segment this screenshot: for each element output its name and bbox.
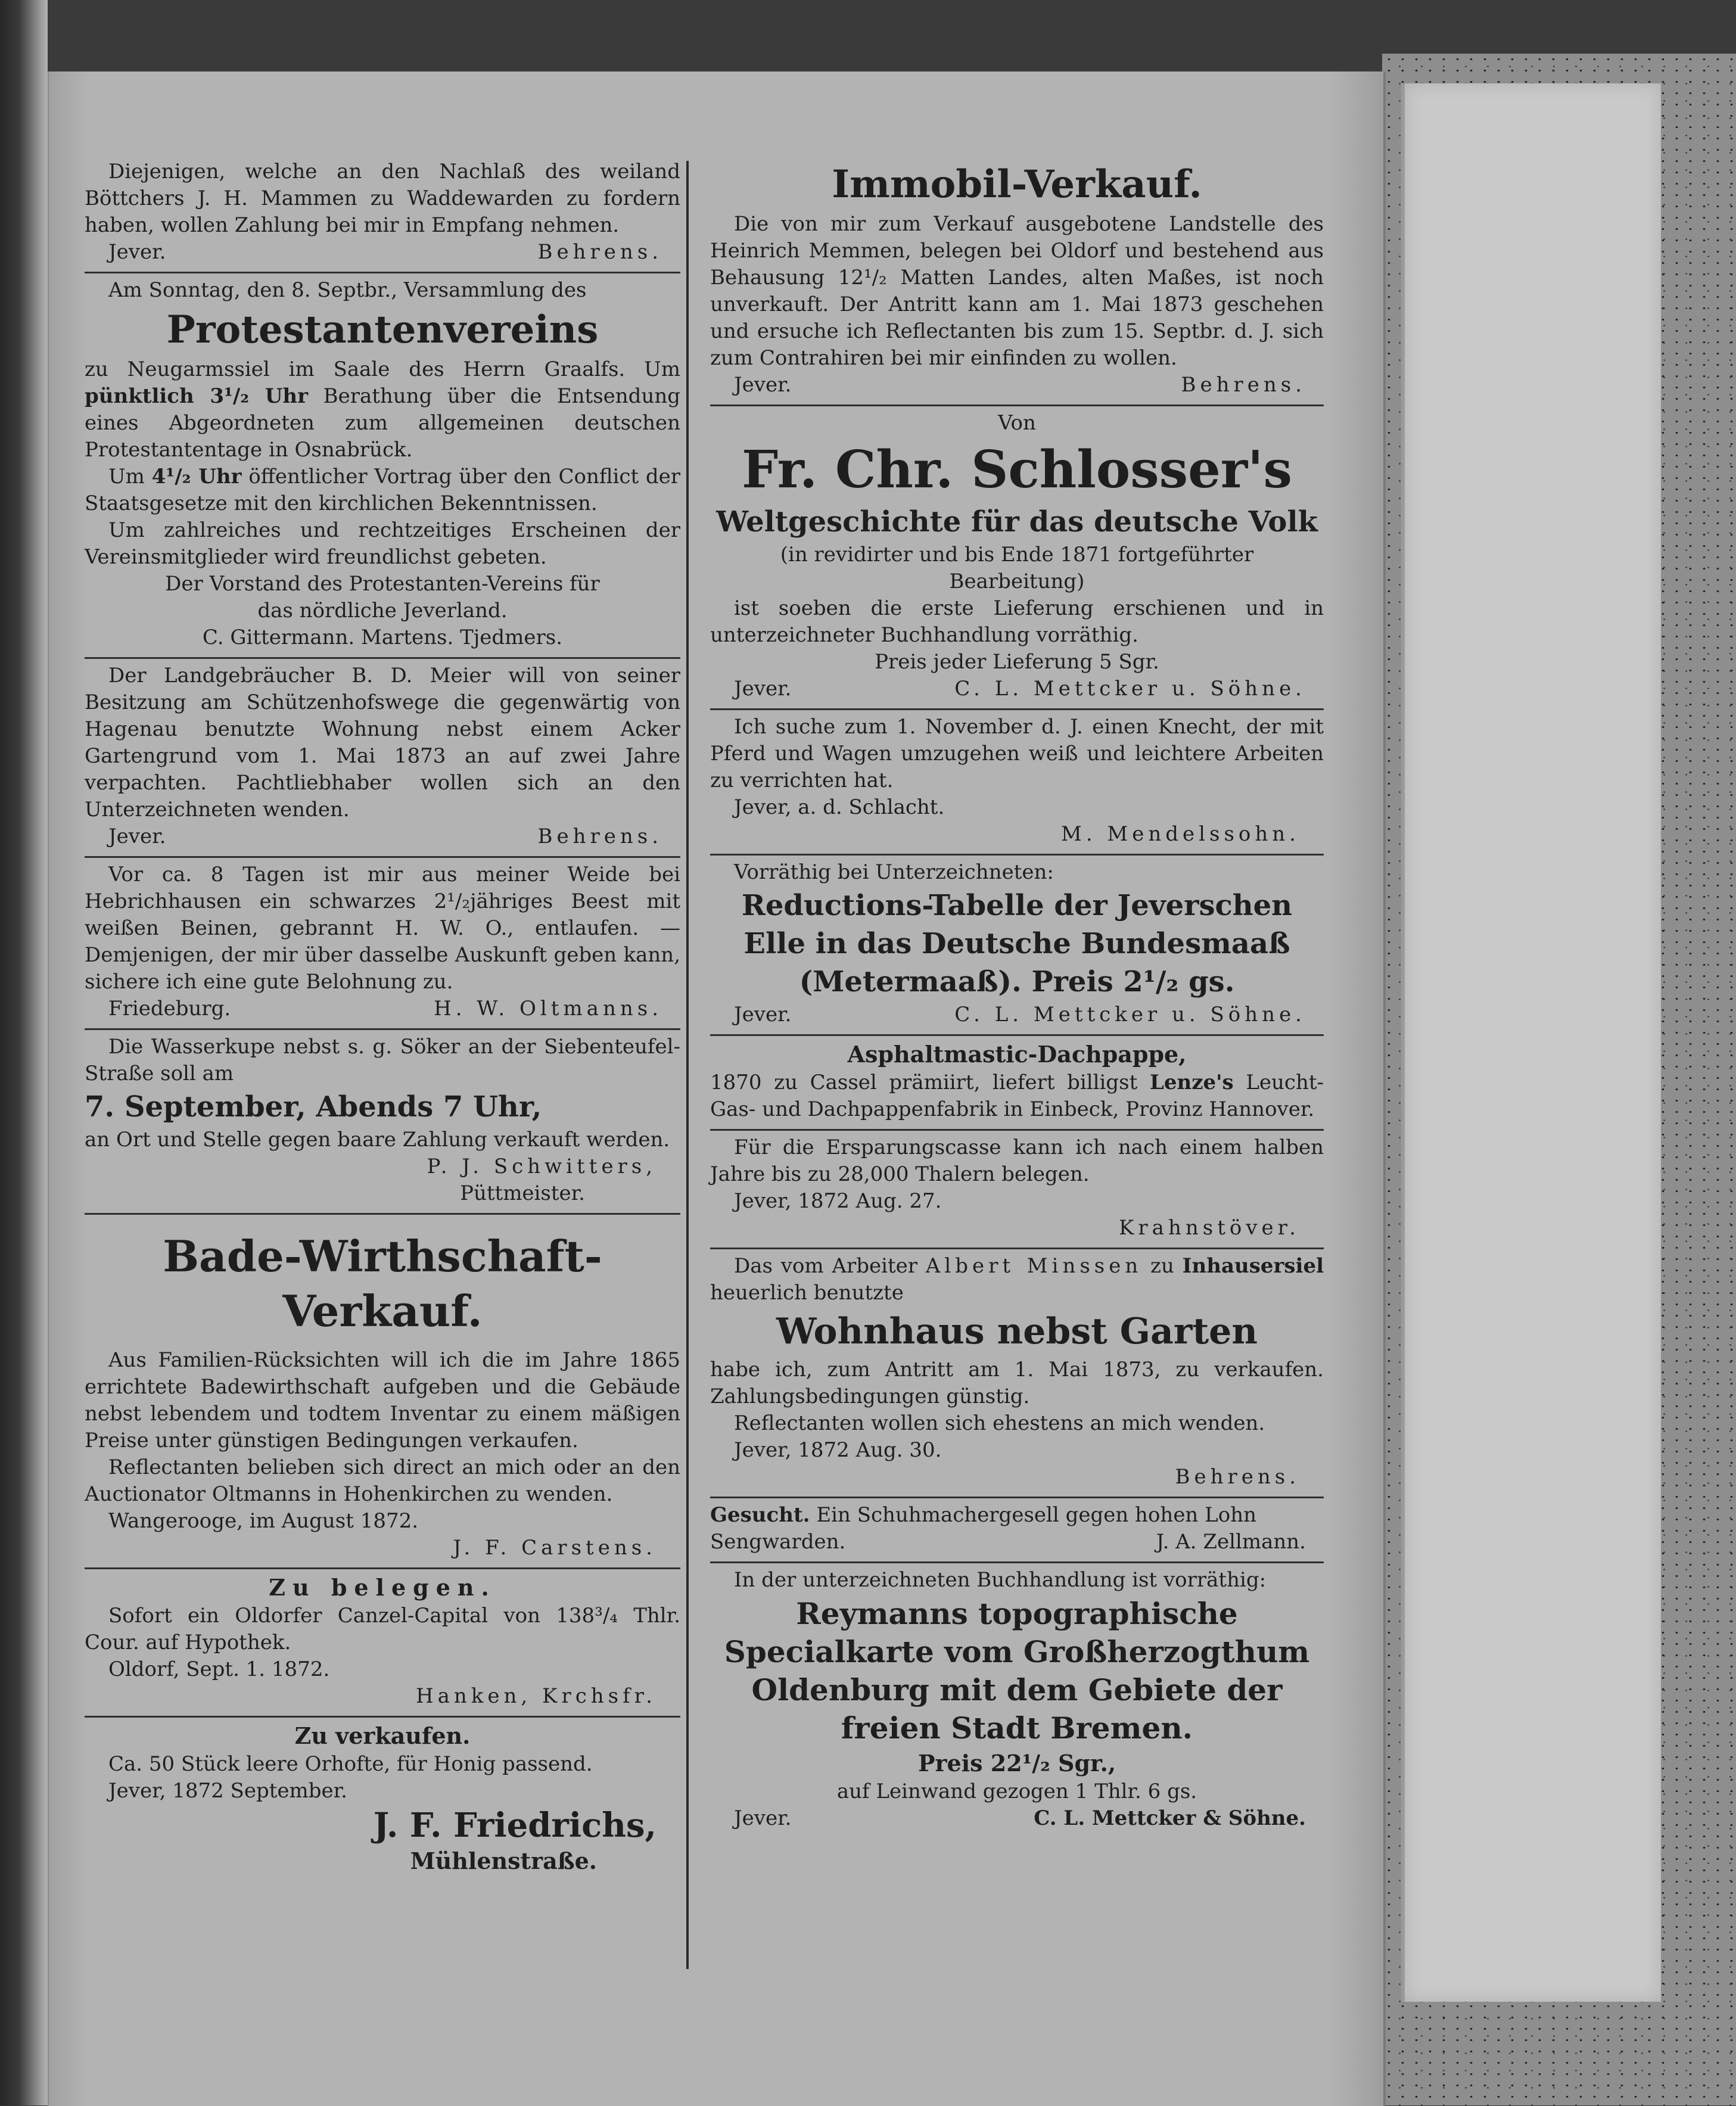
ad-place: Jever. — [734, 373, 792, 397]
ad-heading: Asphaltmastic-Dachpappe, — [847, 1041, 1187, 1068]
ad-signer: C. L. Mettcker u. Söhne. — [954, 677, 1306, 701]
ad-signature-line — [85, 823, 680, 850]
ad-heading: Reymanns topographische Specialkarte vom Großherzogthum Oldenburg mit dem Gebiete der freien Stadt Bremen. — [724, 1596, 1310, 1746]
ad-nachlass-mammen — [85, 155, 680, 273]
ad-von: Von — [998, 411, 1036, 435]
ad-text-3: Reflectanten wollen sich ehestens an mich wenden. — [734, 1411, 1265, 1435]
ad-heading: Wohnhaus nebst Garten — [776, 1311, 1258, 1352]
ad-schuhmachergesell — [710, 1498, 1324, 1563]
ad-paragraph-3: Um zahlreiches und rechtzeitiges Erscheinen der Vereinsmitglieder wird freundlichst gebeten. — [85, 518, 680, 569]
ad-signer: Hanken, Krchsfr. — [415, 1684, 657, 1708]
ad-paragraph-1: Aus Familien-Rücksichten will ich die im Jahre 1865 errichtete Badewirthschaft aufgeben und die Gebäude nebst lebendem und todtem Inventar zu einem mäßigen Preise unter günstigen Bedingungen verkaufen. — [85, 1348, 680, 1452]
ad-text: Sofort ein Oldorfer Canzel-Capital von 138³/₄ Thlr. Cour. auf Hypothek. — [85, 1604, 680, 1654]
ad-paragraph-2: Um 4¹/₂ Uhr öffentlicher Vortrag über den Conflict der Staatsgesetze mit den kirchlichen Bekenntnissen. — [85, 465, 680, 515]
ad-protestantenverein — [85, 273, 680, 659]
ad-heading: Zu belegen. — [269, 1574, 496, 1601]
ad-board-line-1: Der Vorstand des Protestanten-Vereins für — [165, 572, 600, 596]
ad-intro: Am Sonntag, den 8. Septbr., Versammlung des — [108, 278, 587, 302]
ad-bade-wirthschaft — [85, 1215, 680, 1569]
ad-signature-line — [710, 1001, 1324, 1028]
ad-signer: J. F. Friedrichs, — [373, 1806, 657, 1845]
ad-price: Preis jeder Lieferung 5 Sgr. — [875, 650, 1159, 674]
ad-signer: P. J. Schwitters, — [427, 1155, 657, 1178]
ad-knecht-gesucht — [710, 710, 1324, 856]
ad-parenthetical: (in revidirter und bis Ende 1871 fortgeführter Bearbeitung) — [780, 543, 1254, 593]
ad-place: Jever, a. d. Schlacht. — [734, 795, 945, 819]
ad-text: Der Landgebräucher B. D. Meier will von seiner Besitzung am Schützenhofswege die gegenwärtig von Hagenau benutzte Wohnung nebst einem Acker Gartengrund vom 1. Mai 1873 an auf zwei Jahre verpachten. Pachtliebhaber wollen sich an den Unterzeichneten wenden. — [85, 664, 680, 822]
ad-signature-line — [710, 1529, 1324, 1556]
ad-signer: C. L. Mettcker & Söhne. — [1034, 1806, 1306, 1830]
ad-signer: Behrens. — [537, 240, 662, 264]
ad-ersparungscasse — [710, 1131, 1324, 1249]
ad-reymanns-specialkarte — [710, 1563, 1324, 1838]
ad-signer: J. F. Carstens. — [453, 1536, 657, 1560]
ad-signer-sub: Mühlenstraße. — [410, 1847, 597, 1874]
ad-heading-line-1: Bade-Wirthschaft- — [163, 1231, 602, 1281]
ad-place: Friedeburg. — [108, 997, 231, 1021]
ad-intro: Vorräthig bei Unterzeichneten: — [734, 860, 1054, 884]
ad-paragraph-2: Reflectanten belieben sich direct an mich oder an den Auctionator Oltmanns in Hohenkirchen zu wenden. — [85, 1455, 680, 1506]
ad-place: Jever, 1872 September. — [108, 1779, 347, 1803]
ad-heading-line-3: (Metermaaß). Preis 2¹/₂ gs. — [799, 965, 1235, 998]
ad-price-2: auf Leinwand gezogen 1 Thlr. 6 gs. — [836, 1780, 1197, 1803]
ad-text: 1870 zu Cassel prämiirt, liefert billigst Lenze's Leucht-Gas- und Dachpappenfabrik in Einbeck, Provinz Hannover. — [710, 1071, 1324, 1121]
ad-reductions-tabelle — [710, 856, 1324, 1036]
left-column — [85, 155, 680, 1882]
ad-text: Die von mir zum Verkauf ausgebotene Landstelle des Heinrich Memmen, belegen bei Oldorf und bestehend aus Behausung 12¹/₂ Matten Landes, alten Maßes, ist noch unverkauft. Der Antritt kann am 1. Mai 1873 geschehen und ersuche ich Reflectanten bis zum 15. Septbr. d. J. sich zum Contrahiren bei mir einfinden zu wollen. — [710, 212, 1324, 370]
ad-text: Das vom Arbeiter Albert Minssen zu Inhausersiel heuerlich benutzte — [710, 1254, 1324, 1305]
ad-place: Sengwarden. — [710, 1530, 846, 1554]
ad-text: Vor ca. 8 Tagen ist mir aus meiner Weide bei Hebrichhausen ein schwarzes 2¹/₂jähriges Beest mit weißen Beinen, gebrannt H. W. O., entlaufen. — Demjenigen, der mir über dasselbe Auskunft geben kann, sichere ich eine gute Belohnung zu. — [85, 863, 680, 994]
ad-schlosser-weltgeschichte — [710, 406, 1324, 710]
ad-place: Jever. — [734, 1806, 792, 1830]
right-column — [710, 155, 1324, 1838]
ad-signature-line — [85, 239, 680, 266]
ad-text: Die Wasserkupe nebst s. g. Söker an der Siebenteufel-Straße soll am — [85, 1035, 680, 1085]
ad-heading-line-2: Elle in das Deutsche Bundesmaaß — [743, 927, 1290, 960]
ad-wohnhaus-nebst-garten — [710, 1249, 1324, 1498]
ad-text: Ca. 50 Stück leere Orhofte, für Honig passend. — [108, 1752, 593, 1776]
ad-signer: Behrens. — [537, 825, 662, 848]
ad-place: Jever. — [108, 825, 166, 848]
ad-zu-verkaufen — [85, 1718, 680, 1882]
ad-signer: Krahnstöver. — [1119, 1216, 1300, 1240]
ad-signature-line — [710, 1805, 1324, 1832]
ad-place: Wangerooge, im August 1872. — [108, 1509, 419, 1533]
column-rule — [686, 161, 689, 1969]
ad-entlaufen-beest — [85, 858, 680, 1030]
ad-text: Diejenigen, welche an den Nachlaß des weiland Böttchers J. H. Mammen zu Waddewarden zu fordern haben, wollen Zahlung bei mir in Empfang nehmen. — [85, 160, 680, 237]
ad-intro: In der unterzeichneten Buchhandlung ist vorräthig: — [734, 1568, 1267, 1592]
ad-text: Für die Ersparungscasse kann ich nach einem halben Jahre bis zu 28,000 Thalern belegen. — [710, 1136, 1324, 1186]
ad-text-2: habe ich, zum Antritt am 1. Mai 1873, zu verkaufen. Zahlungsbedingungen günstig. — [710, 1358, 1324, 1408]
ad-heading: Immobil-Verkauf. — [832, 162, 1202, 207]
ad-paragraph-1: zu Neugarmssiel im Saale des Herrn Graalfs. Um pünktlich 3¹/₂ Uhr Berathung über die Entsendung eines Abgeordneten zum allgemeinen deutschen Protestantentage in Osnabrück. — [85, 357, 680, 462]
ad-place: Jever, 1872 Aug. 27. — [734, 1189, 942, 1213]
ad-heading-line-1: Reductions-Tabelle der Jeverschen — [741, 889, 1293, 922]
ad-wasserkupe — [85, 1030, 680, 1215]
ad-text: ist soeben die erste Lieferung erschienen und in unterzeichneter Buchhandlung vorräthig. — [710, 596, 1324, 647]
ad-signer: M. Mendelssohn. — [1061, 822, 1300, 846]
ad-signature-line — [710, 676, 1324, 702]
scan-backdrop-left — [0, 0, 48, 2105]
ad-signer: C. L. Mettcker u. Söhne. — [954, 1003, 1306, 1026]
newspaper-page — [48, 71, 1386, 2106]
ad-heading: Zu verkaufen. — [294, 1722, 471, 1749]
ad-verpachtung-meier — [85, 659, 680, 858]
ad-place: Oldorf, Sept. 1. 1872. — [108, 1657, 330, 1681]
ad-date-heading: 7. September, Abends 7 Uhr, — [85, 1090, 542, 1124]
ad-asphaltmastic — [710, 1036, 1324, 1131]
ad-signer: J. A. Zellmann. — [1156, 1530, 1306, 1554]
ad-signer-title: Püttmeister. — [460, 1181, 585, 1205]
ad-place: Jever. — [108, 240, 166, 264]
ad-zu-belegen — [85, 1569, 680, 1718]
ad-place: Jever. — [734, 677, 792, 701]
ad-subheading: Weltgeschichte für das deutsche Volk — [716, 505, 1318, 539]
ad-heading-line-2: Verkauf. — [282, 1286, 483, 1336]
ad-heading: Fr. Chr. Schlosser's — [742, 440, 1292, 500]
ad-immobil-verkauf — [710, 155, 1324, 406]
ad-signer: H. W. Oltmanns. — [434, 997, 662, 1021]
ad-board-line-2: das nördliche Jeverland. — [257, 599, 508, 623]
ad-text-2: an Ort und Stelle gegen baare Zahlung verkauft werden. — [85, 1128, 670, 1152]
ad-signer: Behrens. — [1175, 1465, 1300, 1489]
ad-heading: Protestantenvereins — [166, 307, 599, 352]
ad-signature-line — [710, 372, 1324, 399]
ad-text: Gesucht. Ein Schuhmachergesell gegen hohen Lohn — [710, 1503, 1256, 1527]
ad-price: Preis 22¹/₂ Sgr., — [917, 1750, 1116, 1777]
adjacent-page-edge — [1401, 83, 1661, 2002]
ad-signer: Behrens. — [1181, 373, 1306, 397]
ad-place: Jever. — [734, 1003, 792, 1026]
ad-place: Jever, 1872 Aug. 30. — [734, 1438, 942, 1462]
ad-text: Ich suche zum 1. November d. J. einen Knecht, der mit Pferd und Wagen umzugehen weiß und leichtere Arbeiten zu verrichten hat. — [710, 715, 1324, 792]
ad-signers: C. Gittermann. Martens. Tjedmers. — [202, 626, 563, 649]
ad-signature-line — [85, 996, 680, 1022]
